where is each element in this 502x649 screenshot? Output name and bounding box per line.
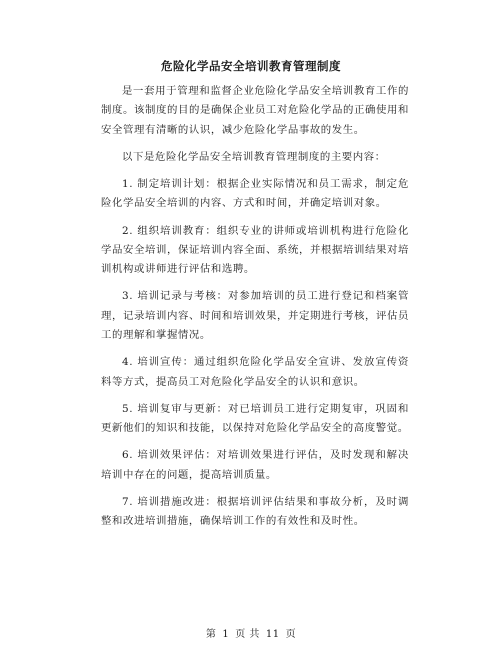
paragraph-item-2: 2. 组织培训教育：组织专业的讲师或培训机构进行危险化学品安全培训，保证培训内容全面、系统，并根据培训结果对培训机构或讲师进行评估和选聘。	[101, 224, 409, 276]
document-body	[101, 82, 409, 539]
paragraph-item-3: 3. 培训记录与考核：对参加培训的员工进行登记和档案管理，记录培训内容、时间和培训效果，并定期进行考核，评估员工的理解和掌握情况。	[101, 290, 409, 342]
paragraph-intro: 是一套用于管理和监督企业危险化学品安全培训教育工作的制度。该制度的目的是确保企业员工对危险化学品的正确使用和安全管理有清晰的认识，减少危险化学品事故的发生。	[101, 85, 409, 136]
footer-prefix: 第	[205, 629, 217, 640]
paragraph-lead: 以下是危险化学品安全培训教育管理制度的主要内容：	[122, 150, 386, 163]
paragraph-item-5: 5. 培训复审与更新：对已培训员工进行定期复审，巩固和更新他们的知识和技能，以保持对危险化学品安全的高度警觉。	[101, 402, 409, 435]
page-footer	[0, 628, 502, 642]
document-title: 危险化学品安全培训教育管理制度	[161, 59, 341, 73]
footer-mid: 页 共	[235, 629, 260, 640]
paragraph-item-6: 6. 培训效果评估：对培训效果进行评估，及时发现和解决培训中存在的问题，提高培训质量。	[101, 449, 409, 481]
paragraph-item-7: 7. 培训措施改进：根据培训评估结果和事故分析，及时调整和改进培训措施，确保培训工作的有效性和及时性。	[101, 495, 409, 528]
footer-page-number: 1	[222, 629, 230, 640]
footer-total-pages: 11	[265, 629, 280, 640]
paragraph-item-1: 1. 制定培训计划：根据企业实际情况和员工需求，制定危险化学品安全培训的内容、方式和时间，并确定培训对象。	[101, 178, 409, 210]
footer-suffix: 页	[285, 629, 297, 640]
paragraph-item-4: 4. 培训宣传：通过组织危险化学品安全宣讲、发放宣传资料等方式，提高员工对危险化学品安全的认识和意识。	[101, 356, 409, 388]
